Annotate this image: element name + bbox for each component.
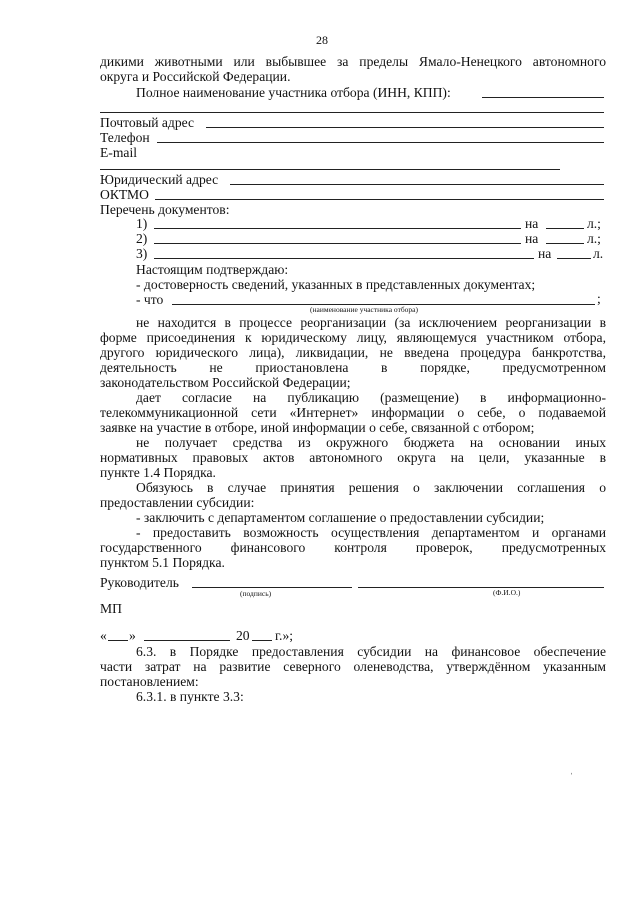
participant-name-field-2[interactable] [100, 112, 604, 113]
stamp-label: МП [100, 601, 122, 616]
doc-item-1-na: на [525, 216, 539, 231]
condition-2-line-3: заявке на участие в отборе, иной информации о себе, связанной с отбором; [100, 420, 535, 435]
doc-item-1-field[interactable] [154, 228, 521, 229]
obligation-line-2: предоставлении субсидии: [100, 495, 255, 510]
doc-item-3-l: л. [593, 246, 604, 261]
intro-line-2: округа и Российской Федерации. [100, 69, 291, 84]
doc-item-1-number: 1) [136, 216, 148, 231]
condition-3-line-1: не получает средства из окружного бюджета на основании иных [136, 435, 606, 450]
doc-item-3-pages[interactable] [557, 258, 591, 259]
doc-item-1-l: л.; [587, 216, 601, 231]
oktmo-field[interactable] [155, 199, 604, 200]
date-day-field[interactable] [108, 640, 128, 641]
full-name-field[interactable] [358, 587, 604, 588]
postal-address-field[interactable] [206, 127, 604, 128]
legal-address-label: Юридический адрес [100, 172, 219, 187]
obligation-line-1: Обязуюсь в случае принятия решения о заключении соглашения о [136, 480, 606, 495]
participant-caption: (наименование участника отбора) [310, 305, 418, 314]
signature-caption: (подпись) [240, 589, 272, 598]
date-year-prefix: 20 [236, 628, 250, 643]
obligation-item-2-line-1: - предоставить возможность осуществления департаментом и органами [136, 525, 606, 540]
date-quote-open: « [100, 628, 107, 643]
doc-item-3-field[interactable] [154, 258, 534, 259]
phone-field[interactable] [157, 142, 604, 143]
confirm-item-2-suffix: ; [597, 291, 601, 306]
email-label: E-mail [100, 145, 137, 160]
phone-label: Телефон [100, 130, 150, 145]
confirm-item-2-prefix: - что [136, 292, 164, 307]
postal-address-label: Почтовый адрес [100, 115, 195, 130]
head-label: Руководитель [100, 575, 179, 590]
doc-item-2-number: 2) [136, 231, 148, 246]
date-year-field[interactable] [252, 640, 272, 641]
scan-mark: ˈ [570, 772, 574, 783]
amendment-line-2: части затрат на развитие северного оленеводства, утверждённом указанным [100, 659, 606, 674]
obligation-item-1: - заключить с департаментом соглашение о предоставлении субсидии; [136, 510, 545, 525]
doc-item-3-number: 3) [136, 246, 148, 261]
amendment-line-3: постановлением: [100, 674, 199, 689]
doc-item-2-l: л.; [587, 231, 601, 246]
amendment-sub: 6.3.1. в пункте 3.3: [136, 689, 244, 704]
doc-item-3-na: на [538, 246, 552, 261]
doc-item-1-pages[interactable] [546, 228, 584, 229]
condition-1-line-3: другого юридического лица), ликвидации, не введена процедура банкротства, [100, 345, 606, 360]
legal-address-field[interactable] [230, 184, 604, 185]
signature-field[interactable] [192, 587, 352, 588]
date-year-suffix: г.»; [275, 628, 294, 643]
full-name-caption: (Ф.И.О.) [493, 588, 521, 597]
confirm-item-1: - достоверность сведений, указанных в представленных документах; [136, 277, 536, 292]
condition-3-line-3: пункте 1.4 Порядка. [100, 465, 216, 480]
condition-2-line-2: телекоммуникационной сети «Интернет» информации о себе, о подаваемой [100, 405, 606, 420]
condition-3-line-2: нормативных правовых актов автономного округа на цели, указанные в [100, 450, 606, 465]
condition-2-line-1: дает согласие на публикацию (размещение) в информационно- [136, 390, 606, 405]
amendment-line-1: 6.3. в Порядке предоставления субсидии на финансовое обеспечение [136, 644, 606, 659]
doc-item-2-field[interactable] [154, 243, 521, 244]
condition-1-line-2: форме присоединения к юридическому лицу, являющемуся участником отбора, [100, 330, 606, 345]
date-quote-close: » [129, 628, 136, 643]
confirm-heading: Настоящим подтверждаю: [136, 262, 289, 277]
participant-name-label: Полное наименование участника отбора (ИНН, КПП): [136, 85, 451, 100]
participant-name-field[interactable] [482, 97, 604, 98]
obligation-item-2-line-2: государственного финансового контроля проверок, предусмотренных [100, 540, 606, 555]
intro-line-1: дикими животными или выбывшее за пределы Ямало-Ненецкого автономного [100, 54, 606, 69]
condition-1-line-4: деятельность не приостановлена в порядке, предусмотренном [100, 360, 606, 375]
condition-1-line-5: законодательством Российской Федерации; [100, 375, 351, 390]
condition-1-line-1: не находится в процессе реорганизации (за исключением реорганизации в [136, 315, 606, 330]
oktmo-label: ОКТМО [100, 187, 149, 202]
documents-label: Перечень документов: [100, 202, 230, 217]
doc-item-2-pages[interactable] [546, 243, 584, 244]
page-number: 28 [316, 33, 328, 47]
doc-item-2-na: на [525, 231, 539, 246]
date-month-field[interactable] [144, 640, 230, 641]
email-field[interactable] [100, 169, 560, 170]
obligation-item-2-line-3: пунктом 5.1 Порядка. [100, 555, 225, 570]
